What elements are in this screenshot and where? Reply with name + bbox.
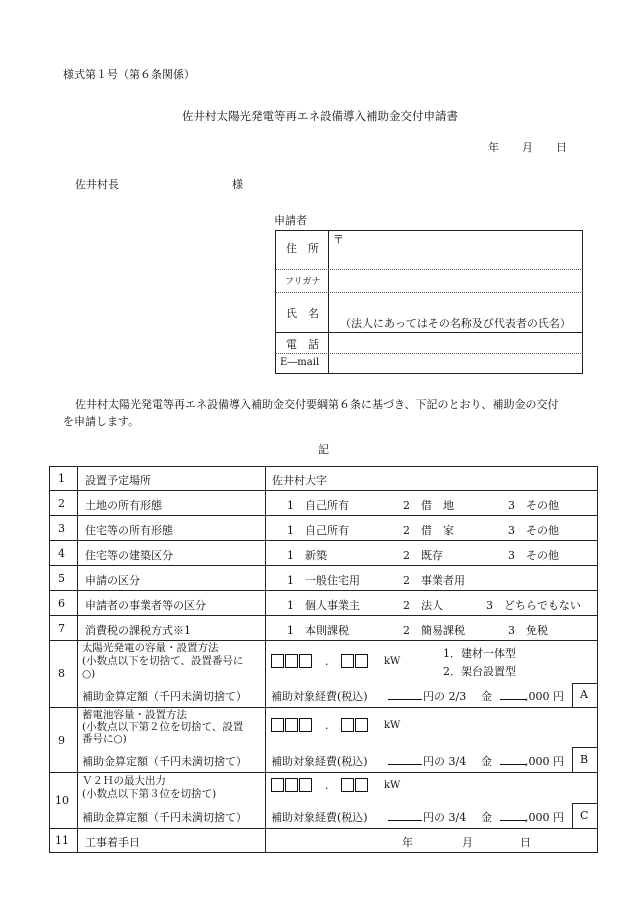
option-3[interactable]: 3 その他 [508, 524, 559, 537]
date-day: 日 [556, 141, 567, 154]
letter-a: A [580, 688, 588, 701]
row-label: 設置予定場所 [85, 474, 151, 487]
subsidy-label: 補助金算定額（千円未満切捨て） [82, 690, 247, 703]
option-2[interactable]: 2 簡易課税 [403, 624, 465, 637]
cost-label: 補助対象経費(税込) [271, 690, 368, 703]
row-number: 10 [55, 794, 69, 807]
row-label: 申請の区分 [85, 574, 140, 587]
cost-label: 補助対象経費(税込) [271, 755, 368, 768]
digit-box[interactable] [285, 654, 298, 668]
start-year[interactable]: 年 [402, 836, 413, 849]
install-option-2[interactable]: 2．架台設置型 [443, 665, 516, 678]
digit-box[interactable] [355, 718, 368, 732]
amount-suffix: ,000 円 [525, 811, 564, 824]
row-label: Ｖ２Ｈの最大出力 [82, 775, 166, 787]
digit-box[interactable] [355, 654, 368, 668]
option-2[interactable]: 2 借 地 [403, 499, 454, 512]
subsidy-label: 補助金算定額（千円未満切捨て） [82, 755, 247, 768]
furigana-label: フリガナ [285, 277, 321, 287]
letter-b: B [580, 753, 589, 766]
kin-label: 金 [481, 755, 492, 768]
furigana-field[interactable] [330, 271, 580, 290]
addressee: 佐井村長 [75, 178, 119, 191]
amount-input[interactable] [500, 751, 526, 765]
row-label-note: (小数点以下第３位を切捨て) [82, 788, 217, 800]
unit-kw: kW [384, 720, 401, 731]
cost-label: 補助対象経費(税込) [271, 811, 368, 824]
digit-box[interactable] [299, 654, 312, 668]
document-title: 佐井村太陽光発電等再エネ設備導入補助金交付申請書 [182, 109, 458, 123]
phone-field[interactable] [330, 334, 580, 352]
row-number: 1 [58, 472, 65, 485]
digit-box[interactable] [285, 718, 298, 732]
install-location-value[interactable]: 佐井村大字 [272, 474, 327, 487]
option-3[interactable]: 3 その他 [508, 549, 559, 562]
digit-box[interactable] [271, 654, 284, 668]
digit-box[interactable] [299, 778, 312, 792]
digit-box[interactable] [285, 778, 298, 792]
amount-suffix: ,000 円 [525, 755, 564, 768]
row-label: 土地の所有形態 [85, 499, 162, 512]
row-label-note: (小数点以下第２位を切捨て、設置 [82, 721, 244, 733]
cost-input[interactable] [388, 751, 422, 765]
kin-label: 金 [481, 690, 492, 703]
email-field[interactable] [330, 355, 580, 372]
row-number: 4 [58, 547, 65, 560]
row-number: 9 [58, 734, 65, 747]
applicant-caption: 申請者 [274, 214, 307, 227]
option-2[interactable]: 2 法人 [403, 599, 443, 612]
ratio-text: 円の 3/4 [423, 811, 467, 824]
digit-box[interactable] [271, 718, 284, 732]
amount-suffix: ,000 円 [525, 690, 564, 703]
option-2[interactable]: 2 借 家 [403, 524, 454, 537]
digit-box[interactable] [341, 654, 354, 668]
email-label: E―mail [280, 357, 320, 368]
date-year: 年 [488, 141, 499, 154]
cost-input[interactable] [388, 807, 422, 821]
amount-input[interactable] [500, 686, 526, 700]
row-label: 消費税の課税方式※1 [85, 624, 191, 637]
row-label-note: 番号に○) [82, 733, 127, 745]
address-field[interactable] [330, 247, 580, 267]
option-2[interactable]: 2 既存 [403, 549, 443, 562]
row-number: 3 [58, 522, 65, 535]
row-label-note: (小数点以下を切捨て、設置番号に [82, 655, 244, 667]
digit-box[interactable] [271, 778, 284, 792]
decimal-point: . [325, 655, 329, 668]
name-field[interactable] [330, 294, 580, 314]
row-number: 8 [58, 667, 65, 680]
row-label-note: ○) [82, 668, 96, 680]
install-option-1[interactable]: 1．建材一体型 [443, 647, 516, 660]
option-1[interactable]: 1 本則課税 [287, 624, 349, 637]
decimal-point: . [325, 779, 329, 792]
letter-c: C [580, 809, 589, 822]
digit-box[interactable] [341, 778, 354, 792]
row-number: 7 [58, 622, 65, 635]
row-number: 6 [58, 597, 65, 610]
ratio-text: 円の 2/3 [423, 690, 467, 703]
phone-label: 電 話 [286, 338, 319, 351]
row-label: 住宅等の所有形態 [85, 524, 173, 537]
option-1[interactable]: 1 新築 [287, 549, 327, 562]
name-label: 氏 名 [286, 307, 319, 320]
form-number: 様式第１号（第６条関係） [63, 68, 195, 81]
option-3[interactable]: 3 その他 [508, 499, 559, 512]
option-1[interactable]: 1 一般住宅用 [287, 574, 360, 587]
name-note: （法人にあってはその名称及び代表者の氏名） [340, 317, 571, 330]
option-1[interactable]: 1 自己所有 [287, 524, 349, 537]
option-2[interactable]: 2 事業者用 [403, 574, 465, 587]
date-month: 月 [522, 141, 533, 154]
unit-kw: kW [384, 780, 401, 791]
cost-input[interactable] [388, 686, 422, 700]
row-label: 住宅等の建築区分 [85, 549, 173, 562]
digit-box[interactable] [355, 778, 368, 792]
option-1[interactable]: 1 自己所有 [287, 499, 349, 512]
digit-box[interactable] [341, 718, 354, 732]
row-label: 蓄電池容量・設置方法 [82, 709, 187, 721]
option-1[interactable]: 1 個人事業主 [287, 599, 360, 612]
unit-kw: kW [384, 656, 401, 667]
row-number: 11 [55, 834, 69, 847]
row-number: 5 [58, 572, 65, 585]
amount-input[interactable] [500, 807, 526, 821]
ki-heading: 記 [318, 443, 329, 456]
body-line-1: 佐井村太陽光発電等再エネ設備導入補助金交付要綱第６条に基づき、下記のとおり、補助金の交付 [75, 398, 559, 411]
start-day[interactable]: 日 [520, 836, 531, 849]
decimal-point: . [325, 719, 329, 732]
body-line-2: を申請します。 [63, 415, 140, 428]
option-3[interactable]: 3 どちらでもない [486, 599, 581, 612]
subsidy-label: 補助金算定額（千円未満切捨て） [82, 811, 247, 824]
row-number: 2 [58, 497, 65, 510]
option-3[interactable]: 3 免税 [508, 624, 548, 637]
ratio-text: 円の 3/4 [423, 755, 467, 768]
row-label: 太陽光発電の容量・設置方法 [82, 642, 219, 654]
row-label: 工事着手日 [85, 836, 140, 849]
address-label: 住 所 [286, 242, 319, 255]
row-label: 申請者の事業者等の区分 [85, 599, 206, 612]
kin-label: 金 [481, 811, 492, 824]
start-month[interactable]: 月 [462, 836, 473, 849]
honorific: 様 [232, 178, 243, 191]
postal-mark: 〒 [333, 233, 344, 246]
digit-box[interactable] [299, 718, 312, 732]
